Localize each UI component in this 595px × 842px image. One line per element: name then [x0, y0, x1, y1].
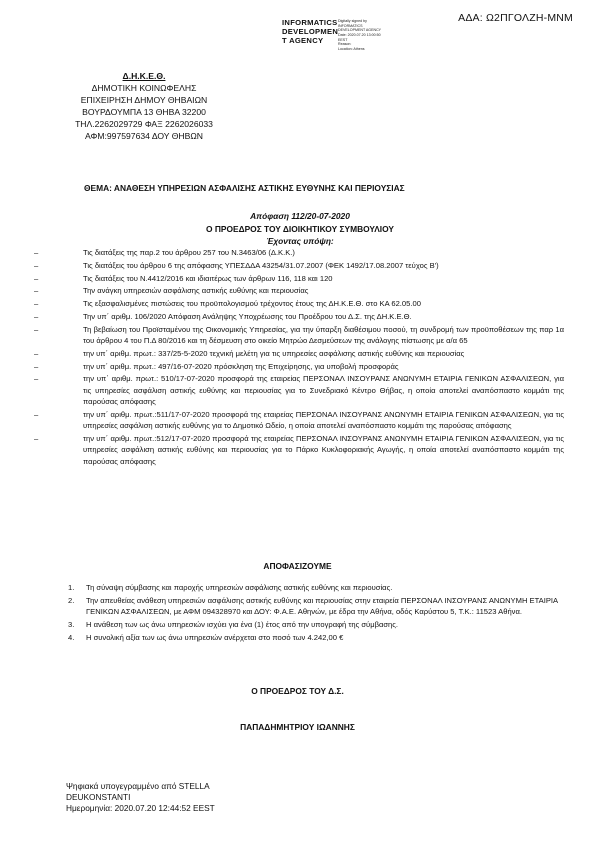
list-item-text: την υπ΄ αριθμ. πρωτ.: 510/17-07-2020 προσφορά της εταιρείας ΠΕΡΣΟΝΑΛ ΙΝΣΟΥΡΑΝΣ ΑΝΩΝΥΜΗ ΕΤΑΙΡΙΑ ΓΕΝΙΚΩΝ ΑΣΦΑΛΙΣΕΩΝ, για τις υπηρεσίες ασφάλιση αστικής ευθύνης και περιουσίας για το Συνεδριακό Κέντρο Θήβας, η οποία αποτελεί αναπόσπαστο κομμάτι της παρούσας απόφασης	[83, 374, 564, 407]
list-item-text: Την υπ΄ αριθμ. 106/2020 Απόφαση Ανάληψης Υποχρέωσης του Προέδρου του Δ.Σ. της ΔΗ.Κ.Ε.Θ.	[83, 311, 412, 321]
resolution-item	[68, 632, 558, 643]
stamp-detail: DEVELOPMENT AGENCY	[338, 28, 382, 33]
signatory-name: ΠΑΠΑΔΗΜΗΤΡΙΟΥ ΙΩΑΝΝΗΣ	[240, 722, 355, 732]
list-item-text: την υπ΄ αριθμ. πρωτ.: 337/25-5-2020 τεχνική μελέτη για τις υπηρεσίες ασφάλισης αστικής ευθύνης και περιουσίας	[83, 348, 465, 358]
digital-signature-line: Ψηφιακά υπογεγραμμένο από STELLA	[66, 781, 210, 791]
dash-bullet: –	[34, 433, 39, 443]
dash-bullet: –	[34, 286, 39, 296]
dash-bullet: –	[34, 311, 39, 321]
list-item	[34, 298, 564, 309]
list-item-text: την υπ΄ αριθμ. πρωτ.: 497/16-07-2020 πρόσκληση της Επιχείρησης, για υποβολή προσφοράς	[83, 361, 399, 371]
list-item	[34, 409, 564, 432]
dash-bullet: –	[34, 324, 39, 334]
list-item-text: την υπ΄ αριθμ. πρωτ.:511/17-07-2020 προσφορά της εταιρείας ΠΕΡΣΟΝΑΛ ΙΝΣΟΥΡΑΝΣ ΑΝΩΝΥΜΗ ΕΤΑΙΡΙΑ ΓΕΝΙΚΩΝ ΑΣΦΑΛΙΣΕΩΝ, για τις υπηρεσίες ασφάλιση αστικής ευθύνης για το Δημοτικό Ωδείο, η οποία αποτελεί αναπόσπαστο κομμάτι της παρούσας απόφασης	[83, 409, 564, 431]
dash-bullet: –	[34, 361, 39, 371]
list-item	[34, 373, 564, 407]
list-item	[34, 433, 564, 467]
having-considered: Έχοντας υπόψη:	[266, 236, 334, 246]
org-line: ΕΠΙΧΕΙΡΗΣΗ ΔΗΜΟΥ ΘΗΒΑΙΩΝ	[80, 95, 208, 105]
resolutions-list	[68, 582, 558, 644]
dash-bullet: –	[34, 374, 39, 384]
dash-bullet: –	[34, 260, 39, 270]
ada-code: ΑΔΑ: Ω2ΠΓΟΛΖΗ-ΜΝΜ	[458, 12, 573, 24]
resolution-text: Την απευθείας ανάθεση υπηρεσιών ασφάλισης αστικής ευθύνης και περιουσίας στην εταιρεία ΠΕΡΣΟΝΑΛ ΙΝΣΟΥΡΑΝΣ ΑΝΩΝΥΜΗ ΕΤΑΙΡΙΑ ΓΕΝΙΚΩΝ ΑΣΦΑΛΙΣΕΩΝ, με ΑΦΜ 094328970 και ΔΟΥ: Φ.Α.Ε. Αθηνών, με έδρα την Αθήνα, οδός Καρύστου 5, Τ.Κ.: 11523 Αθήνα.	[86, 595, 558, 617]
list-item-text: Τις διατάξεις της παρ.2 του άρθρου 257 του Ν.3463/06 (Δ.Κ.Κ.)	[83, 248, 295, 257]
list-item	[34, 247, 564, 258]
stamp-detail: Digitally signed by	[338, 19, 367, 23]
decision-title: Ο ΠΡΟΕΔΡΟΣ ΤΟΥ ΔΙΟΙΚΗΤΙΚΟΥ ΣΥΜΒΟΥΛΙΟΥ	[206, 223, 394, 234]
resolution-number: 3.	[68, 619, 75, 629]
list-item-text: Τις διατάξεις του άρθρου 6 της απόφασης ΥΠΕΣΔΔΑ 43254/31.07.2007 (ΦΕΚ 1492/17.08.2007 τεύχος Β')	[83, 260, 439, 270]
dash-bullet: –	[34, 248, 39, 257]
stamp-detail: INFORMATICS	[338, 23, 363, 28]
stamp-detail: Location: Athens	[338, 47, 365, 52]
resolution-text: Η συνολική αξία των ως άνω υπηρεσιών ανέρχεται στο ποσό των 4.242,00 €	[86, 632, 344, 642]
stamp-line: INFORMATICS	[282, 18, 338, 27]
resolution-item	[68, 619, 558, 630]
subject-line: ΘΕΜΑ: ΑΝΑΘΕΣΗ ΥΠΗΡΕΣΙΩΝ ΑΣΦΑΛΙΣΗΣ ΑΣΤΙΚΗΣ ΕΥΘΥΝΗΣ ΚΑΙ ΠΕΡΙΟΥΣΙΑΣ	[84, 183, 405, 193]
stamp-line: DEVELOPMEN	[282, 27, 339, 36]
resolution-text: Τη σύναψη σύμβασης και παροχής υπηρεσιών ασφάλισης αστικής ευθύνης και περιουσίας.	[86, 583, 393, 592]
resolution-item	[68, 582, 558, 593]
digital-signature-line: Ημερομηνία: 2020.07.20 12:44:52 EEST	[66, 803, 215, 813]
dash-bullet: –	[34, 348, 39, 358]
list-item-text: Τις εξασφαλισμένες πιστώσεις του προϋπολογισμού τρέχοντος έτους της ΔΗ.Κ.Ε.Θ. στο ΚΑ 62.05.00	[83, 299, 421, 309]
list-item	[34, 348, 564, 359]
list-item-text: Την ανάγκη υπηρεσιών ασφάλισης αστικής ευθύνης και περιουσίας	[83, 286, 309, 296]
list-item	[34, 311, 564, 322]
considerations-list	[34, 247, 564, 468]
list-item	[34, 273, 564, 284]
digital-signature-note	[66, 781, 215, 814]
list-item-text: την υπ΄ αριθμ. πρωτ.:512/17-07-2020 προσφορά της εταιρείας ΠΕΡΣΟΝΑΛ ΙΝΣΟΥΡΑΝΣ ΑΝΩΝΥΜΗ ΕΤΑΙΡΙΑ ΓΕΝΙΚΩΝ ΑΣΦΑΛΙΣΕΩΝ, για τις υπηρεσίες ασφάλιση αστικής ευθύνης και περιουσίας για το Πάρκο Κυκλοφοριακής Αγωγής, η οποία αποτελεί αναπόσπαστο κομμάτι της παρούσας απόφασης	[83, 433, 564, 466]
list-item	[34, 260, 564, 271]
dash-bullet: –	[34, 273, 39, 283]
list-item	[34, 324, 564, 347]
resolution-number: 1.	[68, 583, 75, 592]
digital-signature-line: DEUKONSTANTI	[66, 792, 131, 802]
signatory-role: Ο ΠΡΟΕΔΡΟΣ ΤΟΥ Δ.Σ.	[251, 686, 344, 696]
resolution-item	[68, 595, 558, 618]
decision-number: Απόφαση 112/20-07-2020	[250, 211, 350, 221]
resolution-text: Η ανάθεση των ως άνω υπηρεσιών ισχύει για ένα (1) έτος από την υπογραφή της σύμβασης.	[86, 619, 399, 629]
digital-signature-stamp	[282, 18, 392, 64]
list-item	[34, 361, 564, 372]
org-line: ΔΗΜΟΤΙΚΗ ΚΟΙΝΩΦΕΛΗΣ	[91, 83, 197, 93]
resolution-number: 2.	[68, 595, 75, 605]
organization-header	[74, 70, 214, 142]
stamp-detail: Date: 2020.07.20 13:00:50	[338, 33, 381, 38]
list-item	[34, 285, 564, 296]
decision-header	[150, 210, 450, 248]
dash-bullet: –	[34, 409, 39, 419]
org-line: ΤΗΛ.2262029729 ΦΑΞ 2262026033	[75, 119, 213, 129]
stamp-detail: Reason:	[338, 42, 352, 47]
org-line: ΒΟΥΡΔΟΥΜΠΑ 13 ΘΗΒΑ 32200	[82, 107, 206, 117]
org-line: ΑΦΜ:997597634 ΔΟΥ ΘΗΒΩΝ	[85, 131, 203, 141]
list-item-text: Τις διατάξεις του Ν.4412/2016 και ιδιαιτέρως των άρθρων 116, 118 και 120	[83, 273, 333, 283]
resolution-number: 4.	[68, 632, 75, 642]
list-item-text: Τη βεβαίωση του Προϊσταμένου της Οικονομικής Υπηρεσίας, για την ύπαρξη διαθέσιμου ποσού, τη συνδρομή των προϋποθέσεων της παρ 1α του άρθρου 4 του Π.Δ 80/2016 και τη δέσμευση στο οικείο Μητρώο Δεσμεύσεων της ανάλογης πίστωσης με α/α 65	[83, 324, 564, 346]
stamp-detail: EEST	[338, 37, 348, 42]
stamp-line: T AGENCY	[282, 36, 324, 45]
dash-bullet: –	[34, 299, 39, 309]
resolve-heading: ΑΠΟΦΑΣΙΖΟΥΜΕ	[263, 561, 332, 571]
org-abbreviation: Δ.Η.Κ.Ε.Θ.	[122, 71, 166, 81]
stamp-details	[338, 19, 396, 52]
